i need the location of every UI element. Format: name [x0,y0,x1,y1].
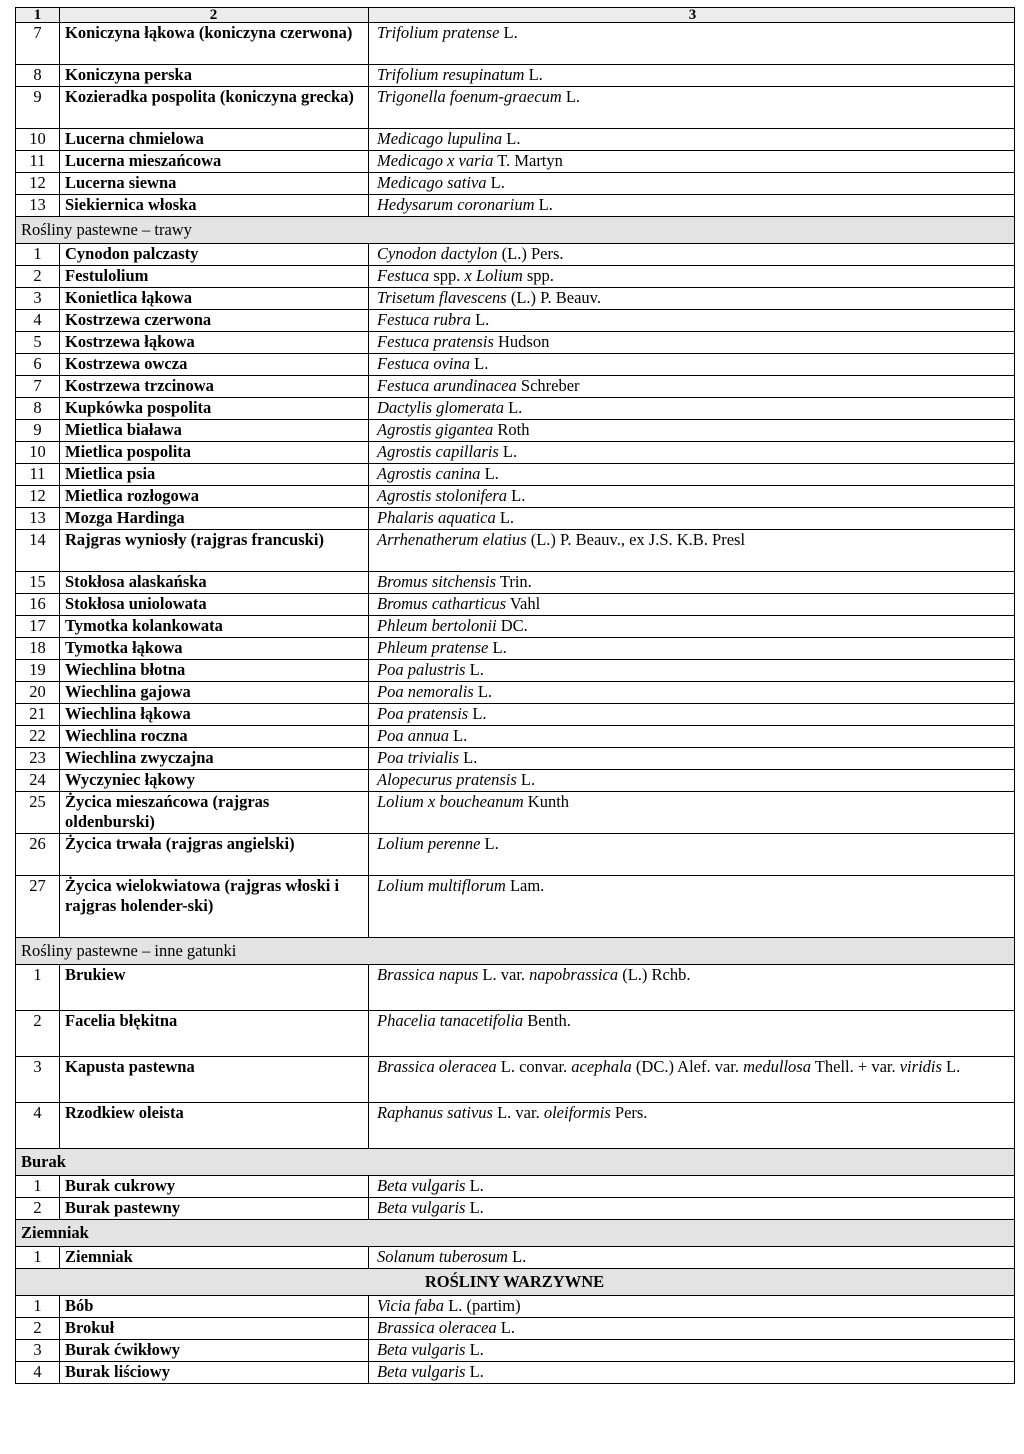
latin-name-plain-part: L. [468,704,487,723]
latin-name-plain-part: L. [486,173,505,192]
latin-name-italic-part: Cynodon dactylon [377,244,498,263]
latin-name-italic-part: Festuca ovina [377,354,471,373]
table-row [16,638,1015,660]
row-number: 3 [16,288,60,310]
row-number: 22 [16,726,60,748]
latin-name-plain-part: L. [488,638,507,657]
table-row [16,594,1015,616]
latin-name [369,876,1015,938]
row-number: 6 [16,354,60,376]
polish-name: Burak pastewny [60,1198,369,1220]
latin-name-plain-part: spp. [522,266,554,285]
row-number: 21 [16,704,60,726]
latin-name-italic-part: Poa trivialis [377,748,460,767]
latin-name-italic-part: Hedysarum coronarium [377,195,535,214]
table-row [16,464,1015,486]
polish-name: Wyczyniec łąkowy [60,770,369,792]
latin-name [369,486,1015,508]
table-row [16,965,1015,1011]
latin-name-italic-part: Trifolium pratense [377,23,500,42]
polish-name: Kozieradka pospolita (koniczyna grecka) [60,87,369,129]
latin-name-plain-part: T. Martyn [493,151,563,170]
latin-name-plain-part: Kunth [523,792,570,811]
latin-name [369,594,1015,616]
latin-name [369,1296,1015,1318]
latin-name-plain-part: (L.) P. Beauv., ex J.S. K.B. Presl [526,530,746,549]
polish-name: Ziemniak [60,1247,369,1269]
latin-name [369,1103,1015,1149]
polish-name: Kostrzewa trzcinowa [60,376,369,398]
polish-name: Wiechlina błotna [60,660,369,682]
latin-name-plain-part: L. [465,1340,484,1359]
latin-name-italic-part: Festuca arundinacea [377,376,517,395]
polish-name: Wiechlina roczna [60,726,369,748]
latin-name-plain-part: Lam. [505,876,545,895]
polish-name: Rajgras wyniosły (rajgras francuski) [60,530,369,572]
row-number: 4 [16,1103,60,1149]
row-number: 1 [16,1296,60,1318]
latin-name-italic-part: acephala [571,1057,632,1076]
latin-name-plain-part: (L.) Rchb. [618,965,691,984]
column-header-latin: 3 [369,8,1015,23]
row-number: 19 [16,660,60,682]
latin-name-italic-part: Poa nemoralis [377,682,474,701]
latin-name-plain-part: Roth [493,420,530,439]
row-number: 1 [16,244,60,266]
row-number: 7 [16,376,60,398]
latin-name-plain-part: Hudson [493,332,550,351]
table-row [16,682,1015,704]
table-row [16,1318,1015,1340]
latin-name [369,442,1015,464]
table-row [16,1198,1015,1220]
section-header-row [16,1220,1015,1247]
polish-name: Burak cukrowy [60,1176,369,1198]
latin-name [369,1247,1015,1269]
table-row [16,1103,1015,1149]
table-row [16,65,1015,87]
table-row [16,1011,1015,1057]
latin-name [369,638,1015,660]
section-title: Burak [16,1149,1015,1176]
polish-name: Rzodkiew oleista [60,1103,369,1149]
latin-name-plain-part: L. [459,748,478,767]
row-number: 8 [16,65,60,87]
row-number: 1 [16,965,60,1011]
polish-name: Mietlica psia [60,464,369,486]
latin-name-plain-part: L. [498,442,518,461]
latin-name [369,530,1015,572]
polish-name: Kapusta pastewna [60,1057,369,1103]
row-number: 3 [16,1340,60,1362]
latin-name [369,770,1015,792]
latin-name-plain-part: (DC.) Alef. var. [631,1057,744,1076]
polish-name: Mietlica biaława [60,420,369,442]
row-number: 12 [16,173,60,195]
latin-name-italic-part: Lolium x boucheanum [377,792,524,811]
table-row [16,530,1015,572]
row-number: 13 [16,195,60,217]
latin-name-plain-part: L. [470,310,490,329]
latin-name-plain-part: L. [465,1176,484,1195]
row-number: 9 [16,87,60,129]
latin-name [369,23,1015,65]
polish-name: Lucerna chmielowa [60,129,369,151]
latin-name-plain-part: L. [534,195,553,214]
latin-name-italic-part: Festuca [377,266,430,285]
row-number: 16 [16,594,60,616]
column-header-number: 1 [16,8,60,23]
table-row [16,354,1015,376]
latin-name-plain-part: L. var. [478,965,530,984]
latin-name-italic-part: viridis [899,1057,942,1076]
latin-name-italic-part: napobrassica [529,965,619,984]
section-header-row [16,1269,1015,1296]
latin-name-italic-part: x Lolium [464,266,523,285]
polish-name: Lucerna siewna [60,173,369,195]
latin-name-plain-part: L. [941,1057,961,1076]
table-row [16,834,1015,876]
latin-name-plain-part: Trin. [496,572,532,591]
latin-name-plain-part: L. [524,65,543,84]
latin-name [369,464,1015,486]
table-row [16,1340,1015,1362]
polish-name: Kupkówka pospolita [60,398,369,420]
latin-name-plain-part: L. [496,1318,515,1337]
column-header-name: 2 [60,8,369,23]
latin-name-plain-part: L. [507,1247,527,1266]
section-title: ROŚLINY WARZYWNE [16,1269,1015,1296]
latin-name [369,660,1015,682]
table-row [16,151,1015,173]
table-row [16,23,1015,65]
latin-name [369,244,1015,266]
table-row [16,1057,1015,1103]
polish-name: Festulolium [60,266,369,288]
row-number: 2 [16,266,60,288]
latin-name [369,1198,1015,1220]
latin-name [369,965,1015,1011]
table-row [16,726,1015,748]
latin-name [369,1318,1015,1340]
latin-name-italic-part: Lolium multiflorum [377,876,506,895]
latin-name-italic-part: Beta vulgaris [377,1340,466,1359]
latin-name-plain-part: L. [470,354,489,373]
latin-name-italic-part: Beta vulgaris [377,1176,466,1195]
table-row [16,244,1015,266]
polish-name: Kostrzewa owcza [60,354,369,376]
latin-name-plain-part: L. (partim) [444,1296,521,1315]
row-number: 8 [16,398,60,420]
latin-name-plain-part: L. [465,1362,484,1381]
polish-name: Wiechlina zwyczajna [60,748,369,770]
polish-name: Mietlica rozłogowa [60,486,369,508]
polish-name: Brokuł [60,1318,369,1340]
latin-name [369,65,1015,87]
row-number: 10 [16,129,60,151]
polish-name: Życica trwała (rajgras angielski) [60,834,369,876]
latin-name-plain-part: L. [480,834,499,853]
latin-name [369,376,1015,398]
table-row [16,1296,1015,1318]
latin-name-plain-part: Thell. + var. [810,1057,900,1076]
latin-name [369,266,1015,288]
row-number: 11 [16,151,60,173]
latin-name-italic-part: Poa pratensis [377,704,469,723]
latin-name-italic-part: Solanum tuberosum [377,1247,508,1266]
latin-name-italic-part: Brassica oleracea [377,1318,497,1337]
latin-name [369,354,1015,376]
row-number: 13 [16,508,60,530]
section-title: Rośliny pastewne – trawy [16,217,1015,244]
latin-name-italic-part: Festuca rubra [377,310,471,329]
section-title: Ziemniak [16,1220,1015,1247]
latin-name-plain-part: L. [499,23,518,42]
latin-name [369,173,1015,195]
polish-name: Mietlica pospolita [60,442,369,464]
row-number: 23 [16,748,60,770]
row-number: 14 [16,530,60,572]
polish-name: Wiechlina łąkowa [60,704,369,726]
latin-name-plain-part: (L.) Pers. [497,244,564,263]
table-row [16,87,1015,129]
latin-name [369,420,1015,442]
row-number: 11 [16,464,60,486]
latin-name-italic-part: Agrostis stolonifera [377,486,508,505]
latin-name-plain-part: L. [480,464,499,483]
row-number: 2 [16,1011,60,1057]
latin-name-plain-part: L. [516,770,536,789]
latin-name [369,1176,1015,1198]
section-header-row [16,1149,1015,1176]
table-row [16,376,1015,398]
latin-name-plain-part: L. convar. [496,1057,572,1076]
polish-name: Bób [60,1296,369,1318]
row-number: 10 [16,442,60,464]
polish-name: Mozga Hardinga [60,508,369,530]
latin-name-plain-part: spp. [429,266,465,285]
latin-name [369,616,1015,638]
latin-name [369,87,1015,129]
row-number: 25 [16,792,60,834]
latin-name-italic-part: Agrostis gigantea [377,420,494,439]
latin-name-italic-part: Phalaris aquatica [377,508,496,527]
polish-name: Wiechlina gajowa [60,682,369,704]
section-header-row [16,217,1015,244]
row-number: 7 [16,23,60,65]
polish-name: Cynodon palczasty [60,244,369,266]
polish-name: Stokłosa alaskańska [60,572,369,594]
table-row [16,660,1015,682]
latin-name-italic-part: Trigonella foenum-graecum [377,87,562,106]
polish-name: Stokłosa uniolowata [60,594,369,616]
latin-name-italic-part: Medicago lupulina [377,129,503,148]
table-row [16,770,1015,792]
row-number: 1 [16,1247,60,1269]
latin-name-plain-part: Benth. [523,1011,571,1030]
latin-name-plain-part: L. [465,1198,484,1217]
table-row [16,1362,1015,1384]
latin-name-italic-part: medullosa [743,1057,811,1076]
table-row [16,420,1015,442]
latin-name [369,151,1015,173]
table-row [16,442,1015,464]
polish-name: Życica wielokwiatowa (rajgras włoski i rajgras holender-ski) [60,876,369,938]
latin-name-italic-part: Festuca pratensis [377,332,494,351]
polish-name: Tymotka łąkowa [60,638,369,660]
polish-name: Koniczyna łąkowa (koniczyna czerwona) [60,23,369,65]
table-row [16,398,1015,420]
latin-name-plain-part: L. [448,726,468,745]
row-number: 2 [16,1318,60,1340]
latin-name-italic-part: Agrostis capillaris [377,442,499,461]
row-number: 15 [16,572,60,594]
polish-name: Burak liściowy [60,1362,369,1384]
latin-name-plain-part: L. [502,129,521,148]
row-number: 3 [16,1057,60,1103]
latin-name-italic-part: Alopecurus pratensis [377,770,517,789]
latin-name [369,704,1015,726]
table-row [16,572,1015,594]
polish-name: Facelia błękitna [60,1011,369,1057]
polish-name: Koniczyna perska [60,65,369,87]
table-row [16,1176,1015,1198]
latin-name [369,748,1015,770]
latin-name-italic-part: Agrostis canina [377,464,481,483]
latin-name-italic-part: Beta vulgaris [377,1362,466,1381]
table-row [16,508,1015,530]
latin-name-italic-part: Medicago sativa [377,173,487,192]
polish-name: Kostrzewa łąkowa [60,332,369,354]
row-number: 2 [16,1198,60,1220]
row-number: 24 [16,770,60,792]
polish-name: Konietlica łąkowa [60,288,369,310]
latin-name-italic-part: Phleum bertolonii [377,616,497,635]
table-row [16,266,1015,288]
polish-name: Kostrzewa czerwona [60,310,369,332]
latin-name-italic-part: Bromus sitchensis [377,572,497,591]
latin-name-italic-part: Medicago x varia [377,151,494,170]
latin-name-italic-part: Vicia faba [377,1296,445,1315]
table-row [16,288,1015,310]
row-number: 1 [16,1176,60,1198]
latin-name-plain-part: Schreber [516,376,580,395]
latin-name-italic-part: Dactylis glomerata [377,398,504,417]
section-header-row [16,938,1015,965]
table-row [16,748,1015,770]
latin-name-plain-part: L. [561,87,581,106]
latin-name-italic-part: Phacelia tanacetifolia [377,1011,524,1030]
latin-name [369,682,1015,704]
row-number: 4 [16,310,60,332]
latin-name-italic-part: Arrhenatherum elatius [377,530,527,549]
row-number: 20 [16,682,60,704]
latin-name [369,572,1015,594]
latin-name-italic-part: Trifolium resupinatum [377,65,525,84]
species-table [15,7,1015,1384]
latin-name [369,332,1015,354]
latin-name-plain-part: L. [507,486,526,505]
latin-name-italic-part: Phleum pratense [377,638,489,657]
polish-name: Lucerna mieszańcowa [60,151,369,173]
polish-name: Tymotka kolankowata [60,616,369,638]
column-header-row [16,8,1015,23]
latin-name [369,1340,1015,1362]
latin-name-plain-part: Vahl [506,594,541,613]
table-row [16,332,1015,354]
row-number: 5 [16,332,60,354]
latin-name [369,508,1015,530]
latin-name-italic-part: Poa palustris [377,660,466,679]
table-row [16,195,1015,217]
latin-name [369,288,1015,310]
row-number: 18 [16,638,60,660]
table-row [16,1247,1015,1269]
table-row [16,876,1015,938]
latin-name [369,792,1015,834]
latin-name-plain-part: L. [465,660,484,679]
row-number: 26 [16,834,60,876]
table-row [16,616,1015,638]
latin-name [369,1362,1015,1384]
section-title: Rośliny pastewne – inne gatunki [16,938,1015,965]
latin-name-italic-part: Beta vulgaris [377,1198,466,1217]
latin-name [369,1011,1015,1057]
latin-name [369,195,1015,217]
latin-name-italic-part: Raphanus sativus [377,1103,493,1122]
row-number: 4 [16,1362,60,1384]
latin-name [369,1057,1015,1103]
table-row [16,129,1015,151]
latin-name [369,310,1015,332]
latin-name [369,129,1015,151]
latin-name-plain-part: DC. [496,616,528,635]
latin-name-italic-part: Poa annua [377,726,449,745]
row-number: 9 [16,420,60,442]
latin-name-italic-part: Bromus catharticus [377,594,507,613]
latin-name-plain-part: L. [503,398,523,417]
latin-name-italic-part: oleiformis [543,1103,611,1122]
polish-name: Siekiernica włoska [60,195,369,217]
latin-name-plain-part: (L.) P. Beauv. [506,288,601,307]
latin-name-plain-part: L. [495,508,515,527]
latin-name-plain-part: L. var. [492,1103,544,1122]
polish-name: Życica mieszańcowa (rajgras oldenburski) [60,792,369,834]
latin-name-plain-part: L. [473,682,493,701]
latin-name-italic-part: Brassica oleracea [377,1057,497,1076]
species-table-body [16,8,1015,1384]
row-number: 27 [16,876,60,938]
latin-name-italic-part: Lolium perenne [377,834,481,853]
table-row [16,486,1015,508]
latin-name [369,834,1015,876]
latin-name-italic-part: Brassica napus [377,965,479,984]
latin-name-plain-part: Pers. [610,1103,648,1122]
polish-name: Brukiew [60,965,369,1011]
table-row [16,173,1015,195]
polish-name: Burak ćwikłowy [60,1340,369,1362]
row-number: 17 [16,616,60,638]
table-row [16,792,1015,834]
table-row [16,310,1015,332]
latin-name [369,726,1015,748]
row-number: 12 [16,486,60,508]
latin-name [369,398,1015,420]
table-row [16,704,1015,726]
latin-name-italic-part: Trisetum flavescens [377,288,507,307]
